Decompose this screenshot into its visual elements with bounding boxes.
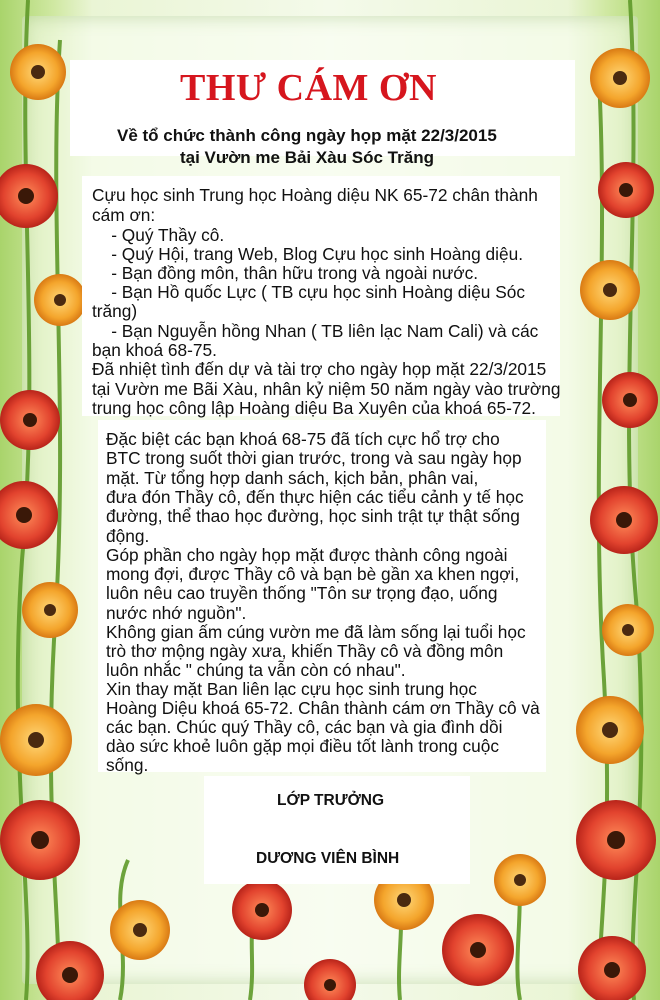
paragraph2-line: Hoàng Diệu khoá 65-72. Chân thành cám ơn Thầy cô và (106, 698, 540, 718)
paragraph2-line: trò thơ mộng ngày xưa, khiến Thầy cô và đồng môn (106, 641, 504, 661)
paragraph1-line: tại Vườn me Bãi Xàu, nhân kỷ niệm 50 năm ngày vào trường (92, 379, 561, 399)
paragraph1-line: - Quý Hội, trang Web, Blog Cựu học sinh Hoàng diệu. (92, 244, 524, 264)
paragraph2-line: mặt. Từ tổng hợp danh sách, kịch bản, phân vai, (106, 468, 479, 488)
paragraph2-line: mong đợi, được Thầy cô và bạn bè gần xa khen ngợi, (106, 564, 520, 584)
paragraph1-line: trung học công lập Hoàng diệu Ba Xuyên của khoá 65-72. (92, 398, 536, 418)
paragraph2-line: Góp phần cho ngày họp mặt được thành công ngoài (106, 545, 508, 565)
paragraph2-line: đưa đón Thầy cô, đến thực hiện các tiểu cảnh y tế học (106, 487, 524, 507)
paragraph1-line: cám ơn: (92, 205, 156, 225)
paragraph2-line: BTC trong suốt thời gian trước, trong và sau ngày họp (106, 448, 522, 468)
paragraph2-line: động. (106, 526, 150, 546)
subtitle-line-2: tại Vườn me Bải Xàu Sóc Trăng (180, 148, 434, 167)
paragraph1-line: Cựu học sinh Trung học Hoàng diệu NK 65-72 chân thành (92, 185, 538, 205)
paragraph2-line: luôn nhắc " chúng ta vẫn còn có nhau". (106, 660, 406, 680)
paragraph1-line: Đã nhiệt tình đến dự và tài trợ cho ngày họp mặt 22/3/2015 (92, 359, 547, 379)
paragraph1-line: - Bạn đồng môn, thân hữu trong và ngoài nước. (92, 263, 479, 283)
paragraph1-line: bạn khoá 68-75. (92, 340, 217, 360)
subtitle-line-1: Về tổ chức thành công ngày họp mặt 22/3/2015 (117, 126, 497, 145)
paragraph1-line: trăng) (92, 301, 138, 321)
paragraph1-line: - Bạn Nguyễn hồng Nhan ( TB liên lạc Nam Cali) và các (92, 321, 539, 341)
paragraph2-line: sống. (106, 755, 149, 775)
signature-role: LỚP TRƯỞNG (277, 792, 385, 809)
paragraph2-line: dào sức khoẻ luôn gặp mọi điều tốt lành trong cuộc (106, 736, 499, 756)
paragraph2-line: đường, thể thao học đường, học sinh trật tự thật sống (106, 506, 520, 526)
paragraph2-line: Không gian ấm cúng vườn me đã làm sống lại tuổi học (106, 622, 526, 642)
paragraph2-line: luôn nêu cao truyền thống "Tôn sư trọng đạo, uống (106, 583, 498, 603)
flower-group-right (576, 48, 658, 1000)
paragraph2-line: Đặc biệt các bạn khoá 68-75 đã tích cực hổ trợ cho (106, 429, 500, 449)
paragraph1-line: - Bạn Hồ quốc Lực ( TB cựu học sinh Hoàng diệu Sóc (92, 282, 525, 302)
paragraph2-line: nước nhớ nguồn". (106, 603, 247, 623)
paragraph1-line: - Quý Thầy cô. (92, 225, 225, 245)
paragraph2-line: các bạn. Chúc quý Thầy cô, các bạn và gia đình dồi (106, 717, 503, 737)
signature-name: DƯƠNG VIÊN BÌNH (256, 850, 400, 867)
letter-title: THƯ CÁM ƠN (180, 67, 437, 109)
paragraph2-line: Xin thay mặt Ban liên lạc cựu học sinh trung học (106, 679, 477, 699)
